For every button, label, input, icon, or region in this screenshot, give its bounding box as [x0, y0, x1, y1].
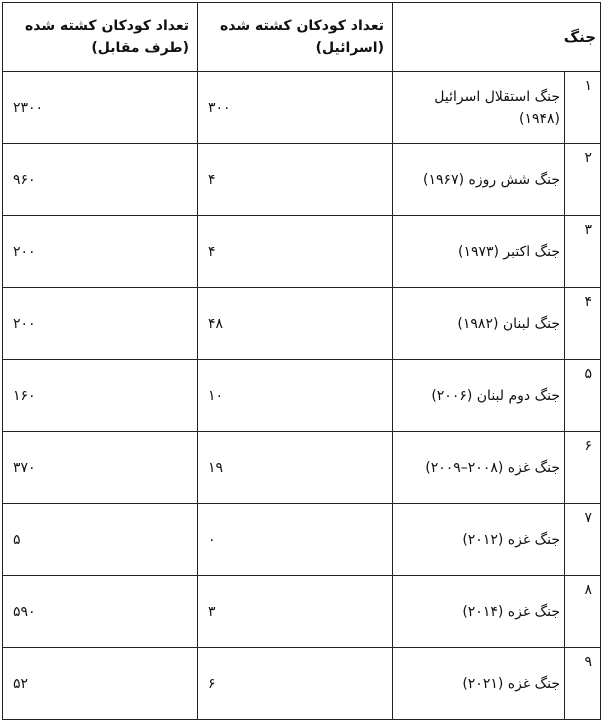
table-row: [3, 576, 601, 648]
row-number: ۱: [565, 72, 601, 144]
opposite-children-count: ۲۰۰: [3, 216, 198, 288]
war-name: جنگ لبنان (۱۹۸۲): [393, 288, 565, 360]
table-row: [3, 216, 601, 288]
israel-children-count: ۰: [198, 504, 393, 576]
war-name: جنگ دوم لبنان (۲۰۰۶): [393, 360, 565, 432]
table-row: [3, 648, 601, 720]
table-row: [3, 72, 601, 144]
war-name: جنگ غزه (۲۰۰۸–۲۰۰۹): [393, 432, 565, 504]
header-opposite-sub: (طرف مقابل): [91, 40, 189, 56]
opposite-children-count: ۲۰۰: [3, 288, 198, 360]
israel-children-count: ۳: [198, 576, 393, 648]
row-number: ۳: [565, 216, 601, 288]
israel-children-count: ۴: [198, 144, 393, 216]
opposite-children-count: ۲۳۰۰: [3, 72, 198, 144]
row-number: ۷: [565, 504, 601, 576]
opposite-children-count: ۵۲: [3, 648, 198, 720]
header-row: [3, 3, 601, 72]
israel-children-count: ۱۰: [198, 360, 393, 432]
row-number: ۹: [565, 648, 601, 720]
header-israel-label: تعداد کودکان کشته شده: [219, 18, 384, 34]
header-israel-sub: (اسرائیل): [315, 40, 384, 56]
table-row: [3, 288, 601, 360]
israel-children-count: ۴: [198, 216, 393, 288]
israel-children-count: ۶: [198, 648, 393, 720]
table-row: [3, 144, 601, 216]
war-name: جنگ غزه (۲۰۱۴): [393, 576, 565, 648]
war-name: جنگ غزه (۲۰۲۱): [393, 648, 565, 720]
israel-children-count: ۱۹: [198, 432, 393, 504]
row-number: ۸: [565, 576, 601, 648]
war-name: جنگ غزه (۲۰۱۲): [393, 504, 565, 576]
opposite-children-count: ۵۹۰: [3, 576, 198, 648]
row-number: ۲: [565, 144, 601, 216]
war-name: جنگ شش روزه (۱۹۶۷): [393, 144, 565, 216]
israel-children-count: ۳۰۰: [198, 72, 393, 144]
opposite-children-count: ۵: [3, 504, 198, 576]
header-opposite-children: [3, 3, 198, 72]
table-row: [3, 360, 601, 432]
row-number: ۵: [565, 360, 601, 432]
war-name: جنگ استقلال اسرائیل (۱۹۴۸): [393, 72, 565, 144]
opposite-children-count: ۹۶۰: [3, 144, 198, 216]
israel-children-count: ۴۸: [198, 288, 393, 360]
war-name: جنگ اکتبر (۱۹۷۳): [393, 216, 565, 288]
opposite-children-count: ۱۶۰: [3, 360, 198, 432]
header-opposite-label: تعداد کودکان کشته شده: [24, 18, 189, 34]
header-war: جنگ: [393, 3, 601, 72]
table-row: [3, 504, 601, 576]
row-number: ۴: [565, 288, 601, 360]
row-number: ۶: [565, 432, 601, 504]
table-row: [3, 432, 601, 504]
casualties-table: [2, 2, 601, 720]
header-israel-children: [198, 3, 393, 72]
opposite-children-count: ۳۷۰: [3, 432, 198, 504]
